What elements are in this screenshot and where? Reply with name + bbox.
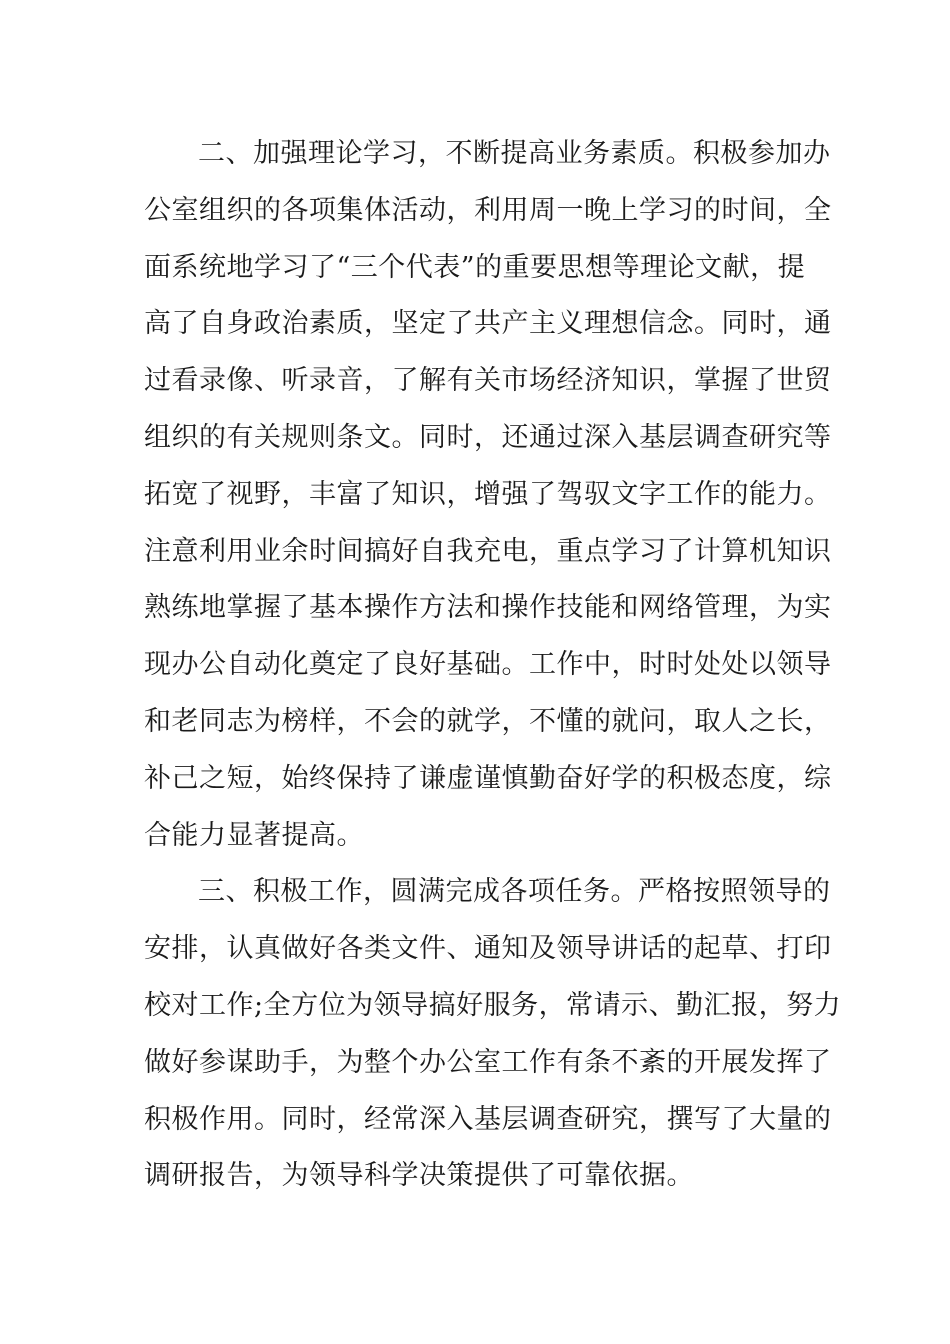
text-line: 做好参谋助手，为整个办公室工作有条不紊的开展发挥了	[144, 1046, 832, 1078]
text-line: 现办公自动化奠定了良好基础。工作中，时时处处以领导	[144, 649, 832, 681]
paragraph-2	[144, 126, 832, 864]
text-line: 拓宽了视野，丰富了知识，增强了驾驭文字工作的能力。	[144, 478, 832, 510]
text-line: 安排，认真做好各类文件、通知及领导讲话的起草、打印	[144, 933, 832, 965]
text-line: 校对工作;全方位为领导搞好服务，常请示、勤汇报，努力	[144, 989, 842, 1021]
text-line: 二、加强理论学习，不断提高业务素质。积极参加办	[198, 138, 831, 169]
text-line: 组织的有关规则条文。同时，还通过深入基层调查研究等	[144, 421, 832, 453]
body-text	[144, 126, 842, 1205]
text-line: 调研报告，为领导科学决策提供了可靠依据。	[144, 1160, 694, 1192]
text-line: 面系统地学习了“三个代表”的重要思想等理论文献，提	[144, 251, 806, 283]
paragraph-3	[144, 864, 842, 1205]
text-line: 和老同志为榜样，不会的就学，不懂的就问，取人之长，	[144, 705, 832, 737]
text-line: 公室组织的各项集体活动，利用周一晚上学习的时间，全	[144, 194, 832, 226]
text-line: 三、积极工作，圆满完成各项任务。严格按照领导的	[198, 876, 831, 908]
text-line: 注意利用业余时间搞好自我充电，重点学习了计算机知识	[144, 535, 832, 567]
text-line: 合能力显著提高。	[144, 819, 364, 851]
text-line: 熟练地掌握了基本操作方法和操作技能和网络管理，为实	[144, 592, 832, 624]
text-line: 高了自身政治素质，坚定了共产主义理想信念。同时，通	[144, 308, 832, 340]
text-line: 过看录像、听录音，了解有关市场经济知识，掌握了世贸	[144, 365, 832, 397]
text-line: 补己之短，始终保持了谦虚谨慎勤奋好学的积极态度，综	[144, 762, 832, 794]
text-line: 积极作用。同时，经常深入基层调查研究，撰写了大量的	[144, 1103, 832, 1135]
